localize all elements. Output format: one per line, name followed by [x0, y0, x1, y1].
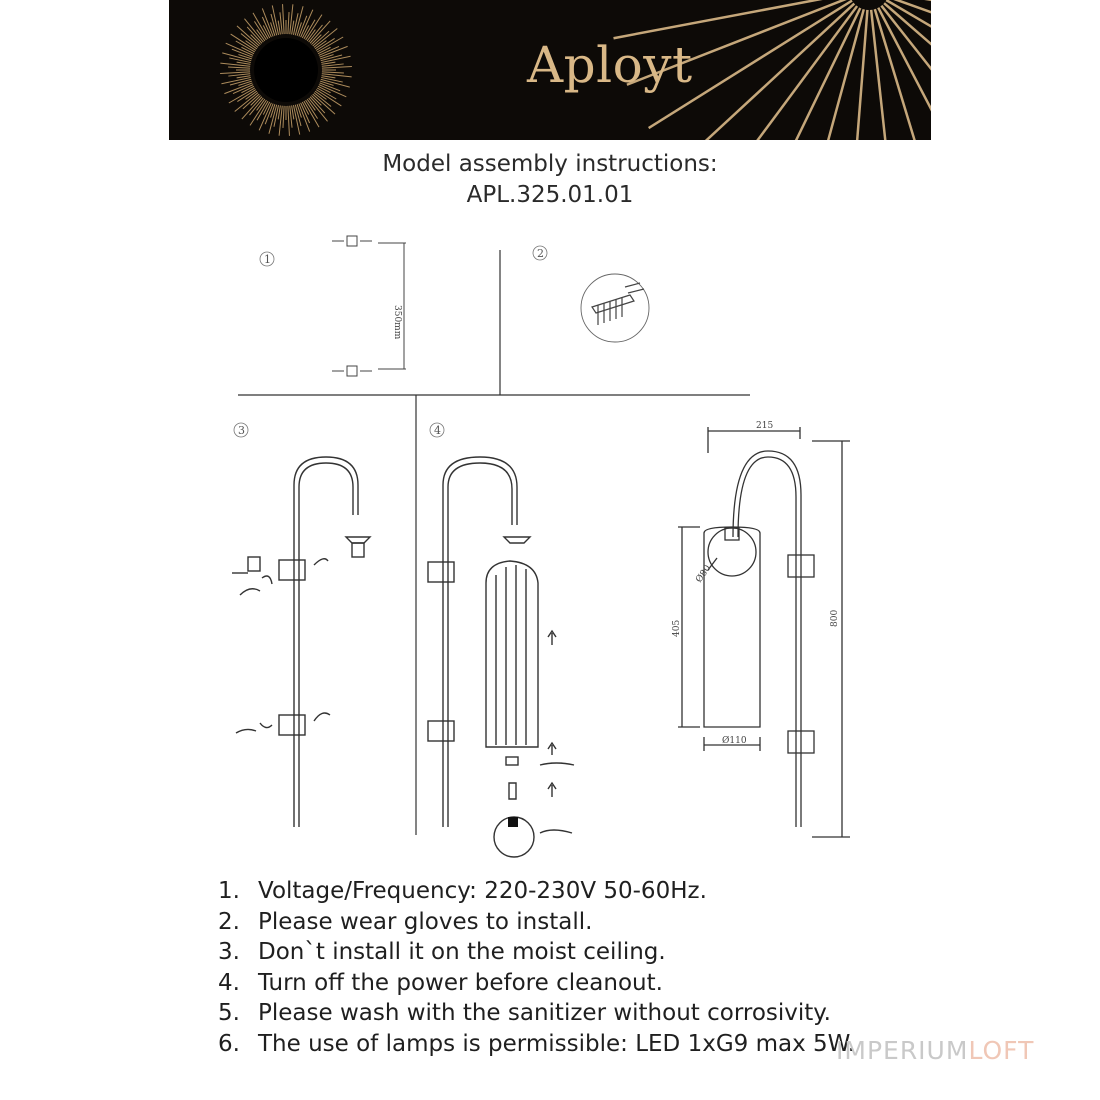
- step4-shade-assembly: [428, 423, 574, 857]
- socket-cap-icon: [346, 537, 370, 543]
- step2-wiring: [533, 246, 649, 342]
- shade-length-label: 405: [672, 619, 682, 637]
- step-number: 3: [238, 424, 245, 437]
- instruction-item: 5. Please wash with the sanitizer without corrosivity.: [218, 1000, 831, 1026]
- wall-mount-block: [279, 715, 305, 735]
- lamp-arm: [733, 451, 801, 827]
- height-label: 800: [830, 609, 840, 627]
- step-number: 2: [537, 247, 544, 260]
- width-label: 215: [756, 421, 774, 431]
- dimension-drawing: [672, 421, 850, 837]
- instruction-item: 1. Voltage/Frequency: 220-230V 50-60Hz.: [218, 878, 707, 904]
- lamp-arm: [294, 457, 358, 827]
- wall-bracket-icon: [347, 236, 357, 246]
- wall-mount-block: [279, 560, 305, 580]
- brand-name: Aployt: [527, 36, 693, 94]
- instruction-item: 6. The use of lamps is permissible: LED 1xG9 max 5W.: [218, 1030, 856, 1057]
- shade-diameter-label: Ø110: [722, 736, 747, 746]
- instruction-item: 3. Don`t install it on the moist ceiling.: [218, 939, 666, 965]
- bulb-base-icon: [508, 817, 518, 827]
- model-number: APL.325.01.01: [466, 182, 634, 208]
- wall-mount-block: [428, 562, 454, 582]
- assembly-diagram: [220, 225, 870, 865]
- brand-banner: [169, 0, 931, 140]
- document-title: Model assembly instructions:: [382, 151, 718, 177]
- lamp-socket-icon: [352, 543, 364, 557]
- wall-mount-block: [428, 721, 454, 741]
- ribbed-shade: [486, 561, 538, 747]
- terminal-block-icon: [581, 274, 649, 342]
- wall-bracket-icon: [347, 366, 357, 376]
- dimension-label: 350mm: [392, 305, 402, 340]
- instruction-item: 2. Please wear gloves to install.: [218, 908, 593, 935]
- globe-diameter-label: Ø80: [694, 563, 714, 585]
- step-number: 1: [264, 253, 271, 266]
- socket-cap-icon: [504, 537, 530, 543]
- bulb-holder-icon: [506, 757, 518, 765]
- instruction-list: [218, 876, 855, 1059]
- step1-mounting: [260, 236, 406, 376]
- step3-body-assembly: [232, 423, 370, 827]
- g9-bulb-icon: [509, 783, 516, 799]
- step-number: 4: [434, 424, 441, 437]
- instruction-item: 4. Turn off the power before cleanout.: [218, 969, 663, 996]
- watermark: IMPERIUMLOFT: [836, 1036, 1035, 1065]
- shade-outline: [704, 527, 760, 727]
